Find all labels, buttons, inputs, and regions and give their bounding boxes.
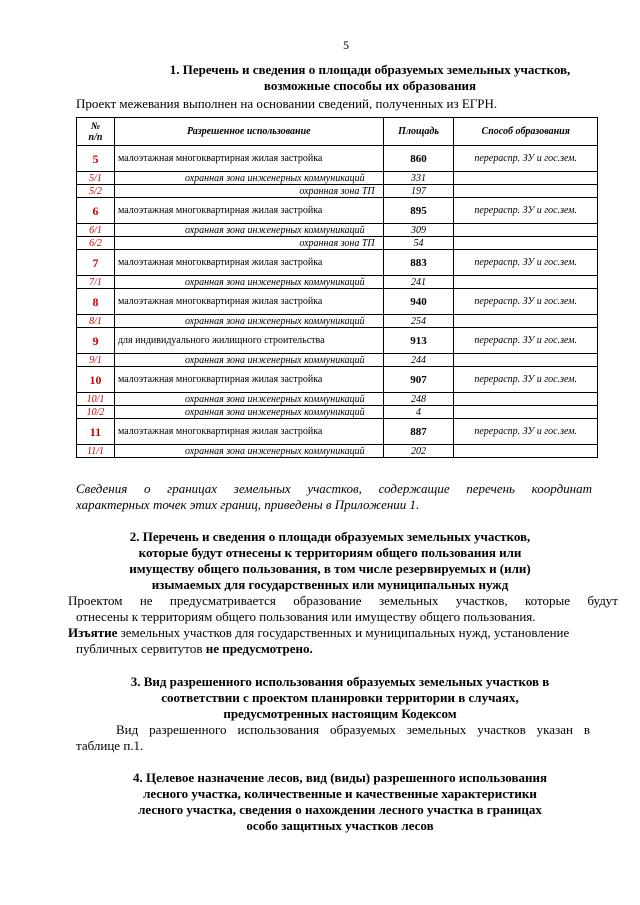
cell-num: 10 <box>77 367 115 393</box>
cell-method <box>454 393 598 406</box>
table-row <box>77 354 598 367</box>
note-line1: Сведения о границах земельных участков, содержащие перечень координат <box>76 481 592 496</box>
cell-use: охранная зона ТП <box>114 237 383 250</box>
cell-num: 9 <box>77 328 115 354</box>
land-plots-table <box>76 117 598 458</box>
cell-use: охранная зона инженерных коммуникаций <box>114 315 383 328</box>
section4-title-line4: особо защитных участков лесов <box>246 818 434 833</box>
cell-num: 10/2 <box>77 406 115 419</box>
cell-method: перераспр. ЗУ и гос.зем. <box>454 146 598 172</box>
cell-num: 9/1 <box>77 354 115 367</box>
cell-num: 5/1 <box>77 172 115 185</box>
table-row <box>77 445 598 458</box>
cell-use: охранная зона инженерных коммуникаций <box>114 406 383 419</box>
cell-num: 5 <box>77 146 115 172</box>
cell-area: 860 <box>383 146 454 172</box>
cell-method: перераспр. ЗУ и гос.зем. <box>454 250 598 276</box>
table-row <box>77 146 598 172</box>
header-use: Разрешенное использование <box>114 118 383 146</box>
section3-para-line1: Вид разрешенного использования образуемых земельных участков указан в <box>116 722 590 737</box>
cell-use: малоэтажная многоквартирная жилая застройка <box>114 146 383 172</box>
section3-title-line3: предусмотренных настоящим Кодексом <box>223 706 457 721</box>
section2-title-line3: имуществу общего пользования, в том числе резервируемых и (или) <box>129 561 531 576</box>
cell-num: 6/2 <box>77 237 115 250</box>
section1-intro: Проект межевания выполнен на основании сведений, полученных из ЕГРН. <box>76 96 498 111</box>
cell-use: малоэтажная многоквартирная жилая застройка <box>114 367 383 393</box>
table-body <box>77 146 598 458</box>
cell-method: перераспр. ЗУ и гос.зем. <box>454 328 598 354</box>
cell-use: для индивидуального жилищного строительства <box>114 328 383 354</box>
cell-use: охранная зона инженерных коммуникаций <box>114 172 383 185</box>
cell-use: малоэтажная многоквартирная жилая застройка <box>114 419 383 445</box>
cell-method <box>454 237 598 250</box>
table-row <box>77 406 598 419</box>
section1-title-line1: 1. Перечень и сведения о площади образуемых земельных участков, <box>169 62 571 77</box>
cell-area: 248 <box>383 393 454 406</box>
section1-title-line2: возможные способы их образования <box>263 78 477 93</box>
cell-area: 883 <box>383 250 454 276</box>
section2-title-line4: изымаемых для государственных или муниципальных нужд <box>151 577 509 592</box>
page-number: 5 <box>343 38 349 52</box>
table-row <box>77 224 598 237</box>
cell-area: 913 <box>383 328 454 354</box>
cell-method: перераспр. ЗУ и гос.зем. <box>454 289 598 315</box>
cell-area: 887 <box>383 419 454 445</box>
header-num: № п/п <box>77 118 115 146</box>
cell-area: 244 <box>383 354 454 367</box>
section2-title-line1: 2. Перечень и сведения о площади образуемых земельных участков, <box>129 529 531 544</box>
cell-method <box>454 276 598 289</box>
cell-num: 6 <box>77 198 115 224</box>
cell-method <box>454 185 598 198</box>
cell-area: 202 <box>383 445 454 458</box>
cell-use: малоэтажная многоквартирная жилая застройка <box>114 198 383 224</box>
cell-area: 895 <box>383 198 454 224</box>
cell-area: 254 <box>383 315 454 328</box>
section2-para2-line2: публичных сервитутов не предусмотрено. <box>76 641 313 656</box>
cell-num: 5/2 <box>77 185 115 198</box>
cell-area: 309 <box>383 224 454 237</box>
table-row <box>77 393 598 406</box>
section2-para1-line2: отнесены к территориям общего пользования или имуществу общего пользования. <box>76 609 536 624</box>
table-row <box>77 328 598 354</box>
cell-num: 10/1 <box>77 393 115 406</box>
cell-num: 11/1 <box>77 445 115 458</box>
cell-use: охранная зона ТП <box>114 185 383 198</box>
section2-para1-line1: Проектом не предусматривается образование земельных участков, которые будут <box>68 593 618 608</box>
cell-use: охранная зона инженерных коммуникаций <box>114 393 383 406</box>
table-header-row <box>77 118 598 146</box>
table-row <box>77 367 598 393</box>
cell-use: малоэтажная многоквартирная жилая застройка <box>114 289 383 315</box>
section3-para-line2: таблице п.1. <box>76 738 144 753</box>
cell-method: перераспр. ЗУ и гос.зем. <box>454 198 598 224</box>
section3-title-line1: 3. Вид разрешенного использования образуемых земельных участков в <box>130 674 550 689</box>
cell-area: 54 <box>383 237 454 250</box>
table-row <box>77 419 598 445</box>
cell-use: охранная зона инженерных коммуникаций <box>114 276 383 289</box>
table-row <box>77 172 598 185</box>
table-row <box>77 198 598 224</box>
section2-title-line2: которые будут отнесены к территориям общего пользования или <box>138 545 522 560</box>
cell-area: 907 <box>383 367 454 393</box>
cell-use: охранная зона инженерных коммуникаций <box>114 445 383 458</box>
cell-area: 197 <box>383 185 454 198</box>
cell-use: охранная зона инженерных коммуникаций <box>114 354 383 367</box>
cell-method <box>454 315 598 328</box>
note-line2: характерных точек этих границ, приведены в Приложении 1. <box>76 497 420 512</box>
cell-method: перераспр. ЗУ и гос.зем. <box>454 367 598 393</box>
cell-method <box>454 172 598 185</box>
cell-method <box>454 445 598 458</box>
section4-title-line1: 4. Целевое назначение лесов, вид (виды) разрешенного использования <box>133 770 547 785</box>
header-method: Способ образования <box>454 118 598 146</box>
table-row <box>77 289 598 315</box>
cell-num: 8/1 <box>77 315 115 328</box>
table-row <box>77 237 598 250</box>
cell-use: охранная зона инженерных коммуникаций <box>114 224 383 237</box>
cell-method: перераспр. ЗУ и гос.зем. <box>454 419 598 445</box>
cell-num: 11 <box>77 419 115 445</box>
cell-area: 331 <box>383 172 454 185</box>
section4-title-line3: лесного участка, сведения о нахождении лесного участка в границах <box>138 802 542 817</box>
table-row <box>77 185 598 198</box>
cell-method <box>454 224 598 237</box>
cell-area: 4 <box>383 406 454 419</box>
table-row <box>77 276 598 289</box>
cell-num: 7 <box>77 250 115 276</box>
cell-num: 8 <box>77 289 115 315</box>
cell-area: 241 <box>383 276 454 289</box>
cell-method <box>454 354 598 367</box>
cell-num: 6/1 <box>77 224 115 237</box>
table-row <box>77 250 598 276</box>
table-row <box>77 315 598 328</box>
cell-num: 7/1 <box>77 276 115 289</box>
header-area: Площадь <box>383 118 454 146</box>
cell-method <box>454 406 598 419</box>
section2-para2-line1: Изъятие земельных участков для государственных и муниципальных нужд, установление <box>68 625 570 640</box>
section4-title-line2: лесного участка, количественные и качественные характеристики <box>143 786 537 801</box>
section3-title-line2: соответствии с проектом планировки территории в случаях, <box>161 690 519 705</box>
cell-area: 940 <box>383 289 454 315</box>
cell-use: малоэтажная многоквартирная жилая застройка <box>114 250 383 276</box>
